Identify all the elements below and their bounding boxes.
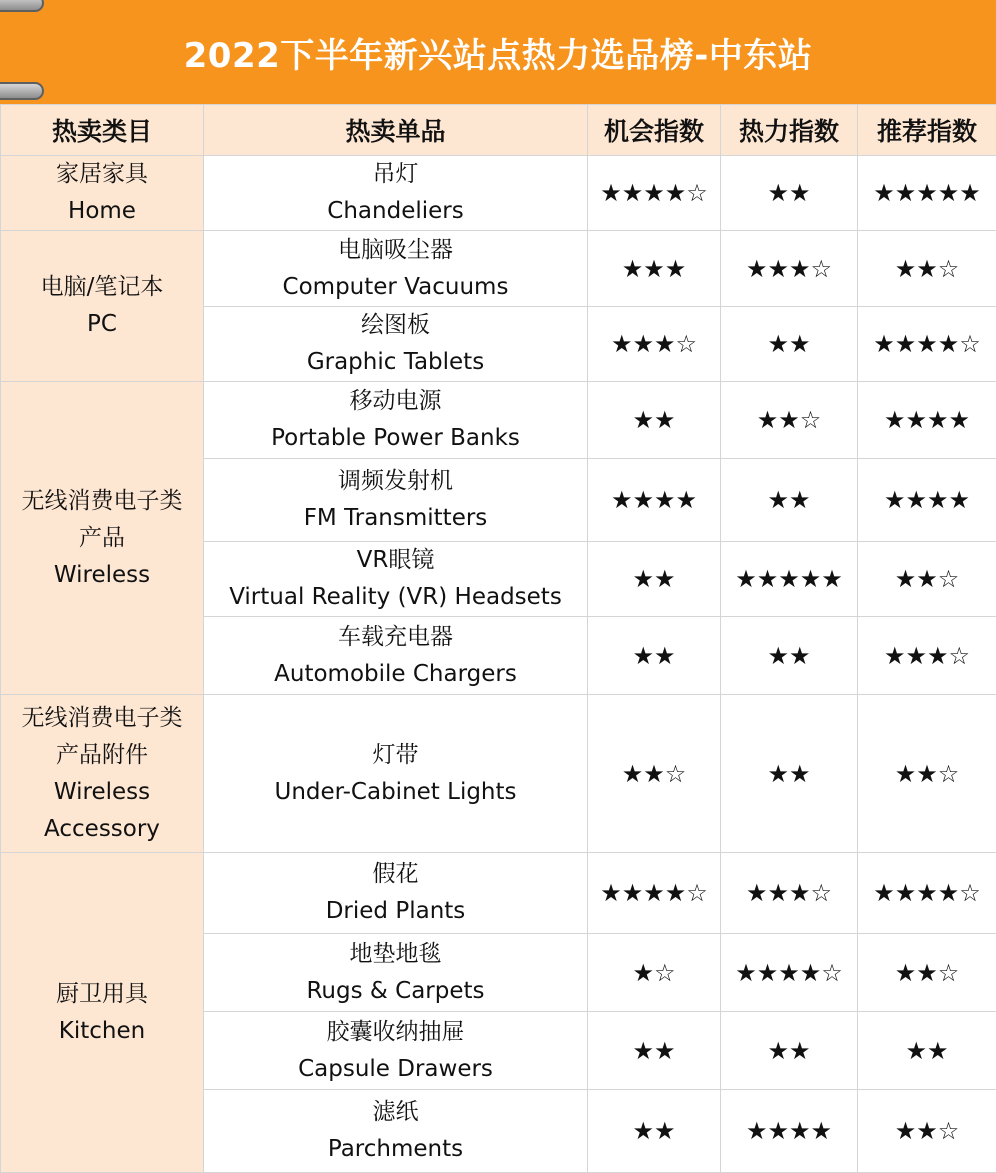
product-name-zh: 地垫地毯 <box>204 936 587 973</box>
category-label: Wireless <box>1 774 203 811</box>
category-label: 产品 <box>1 520 203 557</box>
header-recommend-index: 推荐指数 <box>858 105 996 156</box>
product-name-en: Computer Vacuums <box>204 269 587 306</box>
product-cell <box>204 1090 588 1173</box>
product-cell <box>204 382 588 459</box>
category-label: Home <box>1 193 203 230</box>
table-row <box>1 853 996 934</box>
product-cell <box>204 307 588 382</box>
product-name-zh: 胶囊收纳抽屉 <box>204 1014 587 1051</box>
recommend-stars: ★★★★☆ <box>858 853 996 934</box>
opportunity-stars: ★★★★ <box>588 459 721 542</box>
table-row <box>1 156 996 231</box>
heat-stars: ★★★★ <box>721 1090 858 1173</box>
opportunity-stars: ★★ <box>588 1012 721 1090</box>
heat-stars: ★★☆ <box>721 382 858 459</box>
opportunity-stars: ★★ <box>588 542 721 617</box>
recommend-stars: ★★☆ <box>858 231 996 307</box>
table-row <box>1 695 996 853</box>
product-cell <box>204 695 588 853</box>
opportunity-stars: ★★★★☆ <box>588 853 721 934</box>
category-label: 无线消费电子类 <box>1 483 203 520</box>
opportunity-stars: ★★ <box>588 382 721 459</box>
category-label: Kitchen <box>1 1013 203 1050</box>
product-name-zh: 绘图板 <box>204 307 587 344</box>
product-name-zh: 电脑吸尘器 <box>204 232 587 269</box>
heat-stars: ★★ <box>721 617 858 695</box>
category-cell <box>1 231 204 382</box>
binder-ring-icon <box>0 82 44 100</box>
table-row <box>1 382 996 459</box>
table-body <box>1 156 996 1173</box>
table-row <box>1 231 996 307</box>
header-heat-index: 热力指数 <box>721 105 858 156</box>
product-name-en: Under-Cabinet Lights <box>204 774 587 811</box>
product-name-en: Portable Power Banks <box>204 420 587 457</box>
product-cell <box>204 617 588 695</box>
recommend-stars: ★★★★☆ <box>858 307 996 382</box>
product-name-zh: 调频发射机 <box>204 463 587 500</box>
opportunity-stars: ★★ <box>588 617 721 695</box>
product-name-en: Graphic Tablets <box>204 344 587 381</box>
product-name-zh: 吊灯 <box>204 156 587 193</box>
product-name-en: Virtual Reality (VR) Headsets <box>204 579 587 616</box>
recommend-stars: ★★ <box>858 1012 996 1090</box>
product-name-zh: 灯带 <box>204 737 587 774</box>
category-label: PC <box>1 306 203 343</box>
product-name-zh: 移动电源 <box>204 383 587 420</box>
heat-stars: ★★ <box>721 1012 858 1090</box>
table-header-row <box>1 105 996 156</box>
category-label: Accessory <box>1 811 203 848</box>
opportunity-stars: ★★★☆ <box>588 307 721 382</box>
category-cell <box>1 695 204 853</box>
heat-stars: ★★★★★ <box>721 542 858 617</box>
recommend-stars: ★★★★ <box>858 382 996 459</box>
product-cell <box>204 1012 588 1090</box>
recommend-stars: ★★☆ <box>858 542 996 617</box>
title-banner <box>0 0 996 104</box>
binder-ring-icon <box>0 0 44 12</box>
heat-stars: ★★★☆ <box>721 853 858 934</box>
opportunity-stars: ★★☆ <box>588 695 721 853</box>
recommend-stars: ★★★☆ <box>858 617 996 695</box>
category-label: 厨卫用具 <box>1 976 203 1013</box>
recommend-stars: ★★☆ <box>858 1090 996 1173</box>
heat-stars: ★★ <box>721 307 858 382</box>
product-cell <box>204 156 588 231</box>
product-name-en: Chandeliers <box>204 193 587 230</box>
category-cell <box>1 156 204 231</box>
page-title: 2022下半年新兴站点热力选品榜-中东站 <box>184 28 813 77</box>
recommend-stars: ★★☆ <box>858 934 996 1012</box>
product-cell <box>204 853 588 934</box>
category-label: 无线消费电子类 <box>1 700 203 737</box>
category-label: 电脑/笔记本 <box>1 269 203 306</box>
product-cell <box>204 459 588 542</box>
category-label: 家居家具 <box>1 156 203 193</box>
recommend-stars: ★★★★ <box>858 459 996 542</box>
ranking-table <box>0 104 996 1173</box>
product-name-en: Dried Plants <box>204 893 587 930</box>
product-name-zh: 假花 <box>204 856 587 893</box>
category-cell <box>1 853 204 1173</box>
product-name-en: FM Transmitters <box>204 500 587 537</box>
heat-stars: ★★★☆ <box>721 231 858 307</box>
opportunity-stars: ★★ <box>588 1090 721 1173</box>
heat-stars: ★★ <box>721 156 858 231</box>
product-name-en: Capsule Drawers <box>204 1051 587 1088</box>
product-cell <box>204 934 588 1012</box>
opportunity-stars: ★★★★☆ <box>588 156 721 231</box>
product-name-zh: VR眼镜 <box>204 542 587 579</box>
product-name-en: Parchments <box>204 1131 587 1168</box>
product-cell <box>204 542 588 617</box>
category-label: 产品附件 <box>1 737 203 774</box>
product-name-zh: 滤纸 <box>204 1094 587 1131</box>
category-label: Wireless <box>1 557 203 594</box>
category-cell <box>1 382 204 695</box>
header-opportunity-index: 机会指数 <box>588 105 721 156</box>
header-category: 热卖类目 <box>1 105 204 156</box>
heat-stars: ★★ <box>721 459 858 542</box>
heat-stars: ★★ <box>721 695 858 853</box>
product-name-en: Rugs & Carpets <box>204 973 587 1010</box>
header-product: 热卖单品 <box>204 105 588 156</box>
product-name-en: Automobile Chargers <box>204 656 587 693</box>
product-cell <box>204 231 588 307</box>
recommend-stars: ★★☆ <box>858 695 996 853</box>
heat-stars: ★★★★☆ <box>721 934 858 1012</box>
opportunity-stars: ★★★ <box>588 231 721 307</box>
recommend-stars: ★★★★★ <box>858 156 996 231</box>
product-name-zh: 车载充电器 <box>204 619 587 656</box>
opportunity-stars: ★☆ <box>588 934 721 1012</box>
